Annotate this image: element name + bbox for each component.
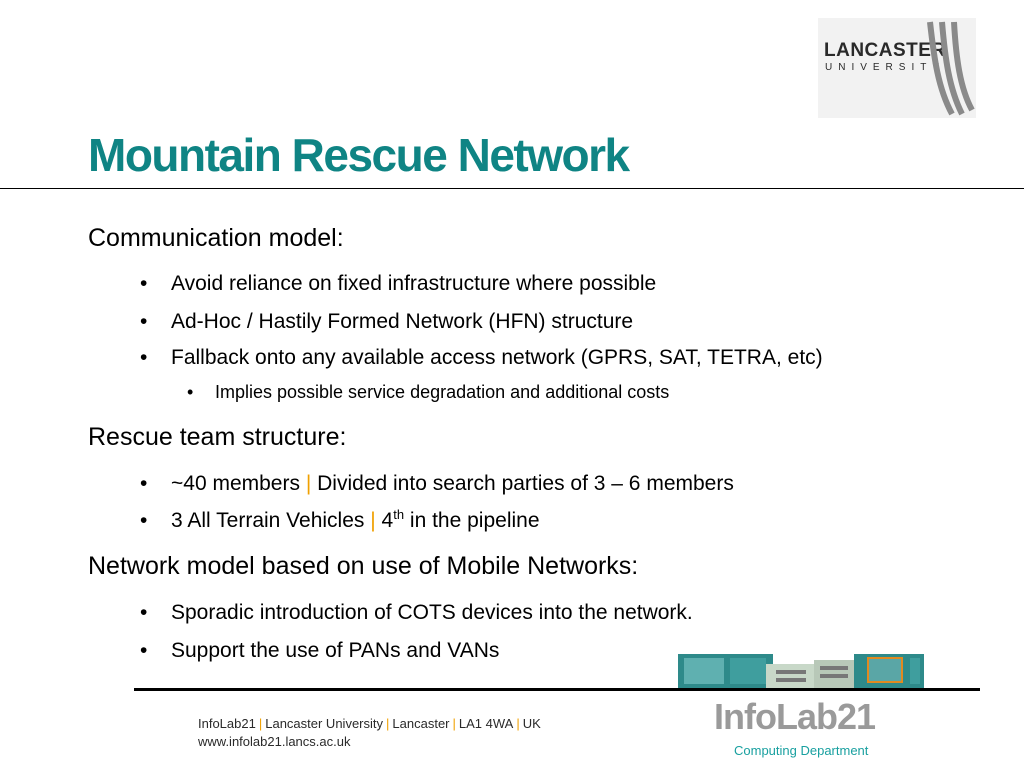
footer-divider — [134, 688, 980, 691]
infolab-buildings-illustration — [678, 650, 928, 690]
bullet-item: • Avoid reliance on fixed infrastructure where possible — [140, 272, 657, 295]
bullet-item: • ~40 members | Divided into search parties of 3 – 6 members — [140, 472, 734, 495]
bullet-item: • Fallback onto any available access network (GPRS, SAT, TETRA, etc) — [140, 346, 823, 369]
bullet-item: • Sporadic introduction of COTS devices into the network. — [140, 601, 693, 624]
slide-title: Mountain Rescue Network — [88, 129, 629, 181]
lancaster-university-logo — [818, 18, 976, 118]
infolab21-brand: InfoLab21 — [714, 696, 876, 737]
footer-address: InfoLab21 | Lancaster University | Lancaster | LA1 4WA | UK — [198, 716, 541, 731]
university-emblem-icon — [926, 18, 976, 118]
section-heading-communication: Communication model: — [88, 224, 344, 252]
logo-subtitle: UNIVERSITY — [825, 62, 946, 73]
section-heading-network-model: Network model based on use of Mobile Networks: — [88, 552, 639, 580]
footer-url: www.infolab21.lancs.ac.uk — [198, 734, 351, 749]
sub-bullet-item: • Implies possible service degradation and additional costs — [187, 382, 670, 402]
section-heading-rescue-team: Rescue team structure: — [88, 423, 347, 451]
title-divider — [0, 188, 1024, 189]
separator: | — [370, 509, 376, 532]
logo-name: LANCASTER — [824, 40, 946, 61]
department-label: Computing Department — [734, 743, 869, 758]
bullet-item: • Support the use of PANs and VANs — [140, 639, 500, 662]
separator: | — [305, 472, 312, 495]
bullet-item: • 3 All Terrain Vehicles | 4th in the pipeline — [140, 507, 540, 532]
bullet-item: • Ad-Hoc / Hastily Formed Network (HFN) structure — [140, 310, 634, 333]
